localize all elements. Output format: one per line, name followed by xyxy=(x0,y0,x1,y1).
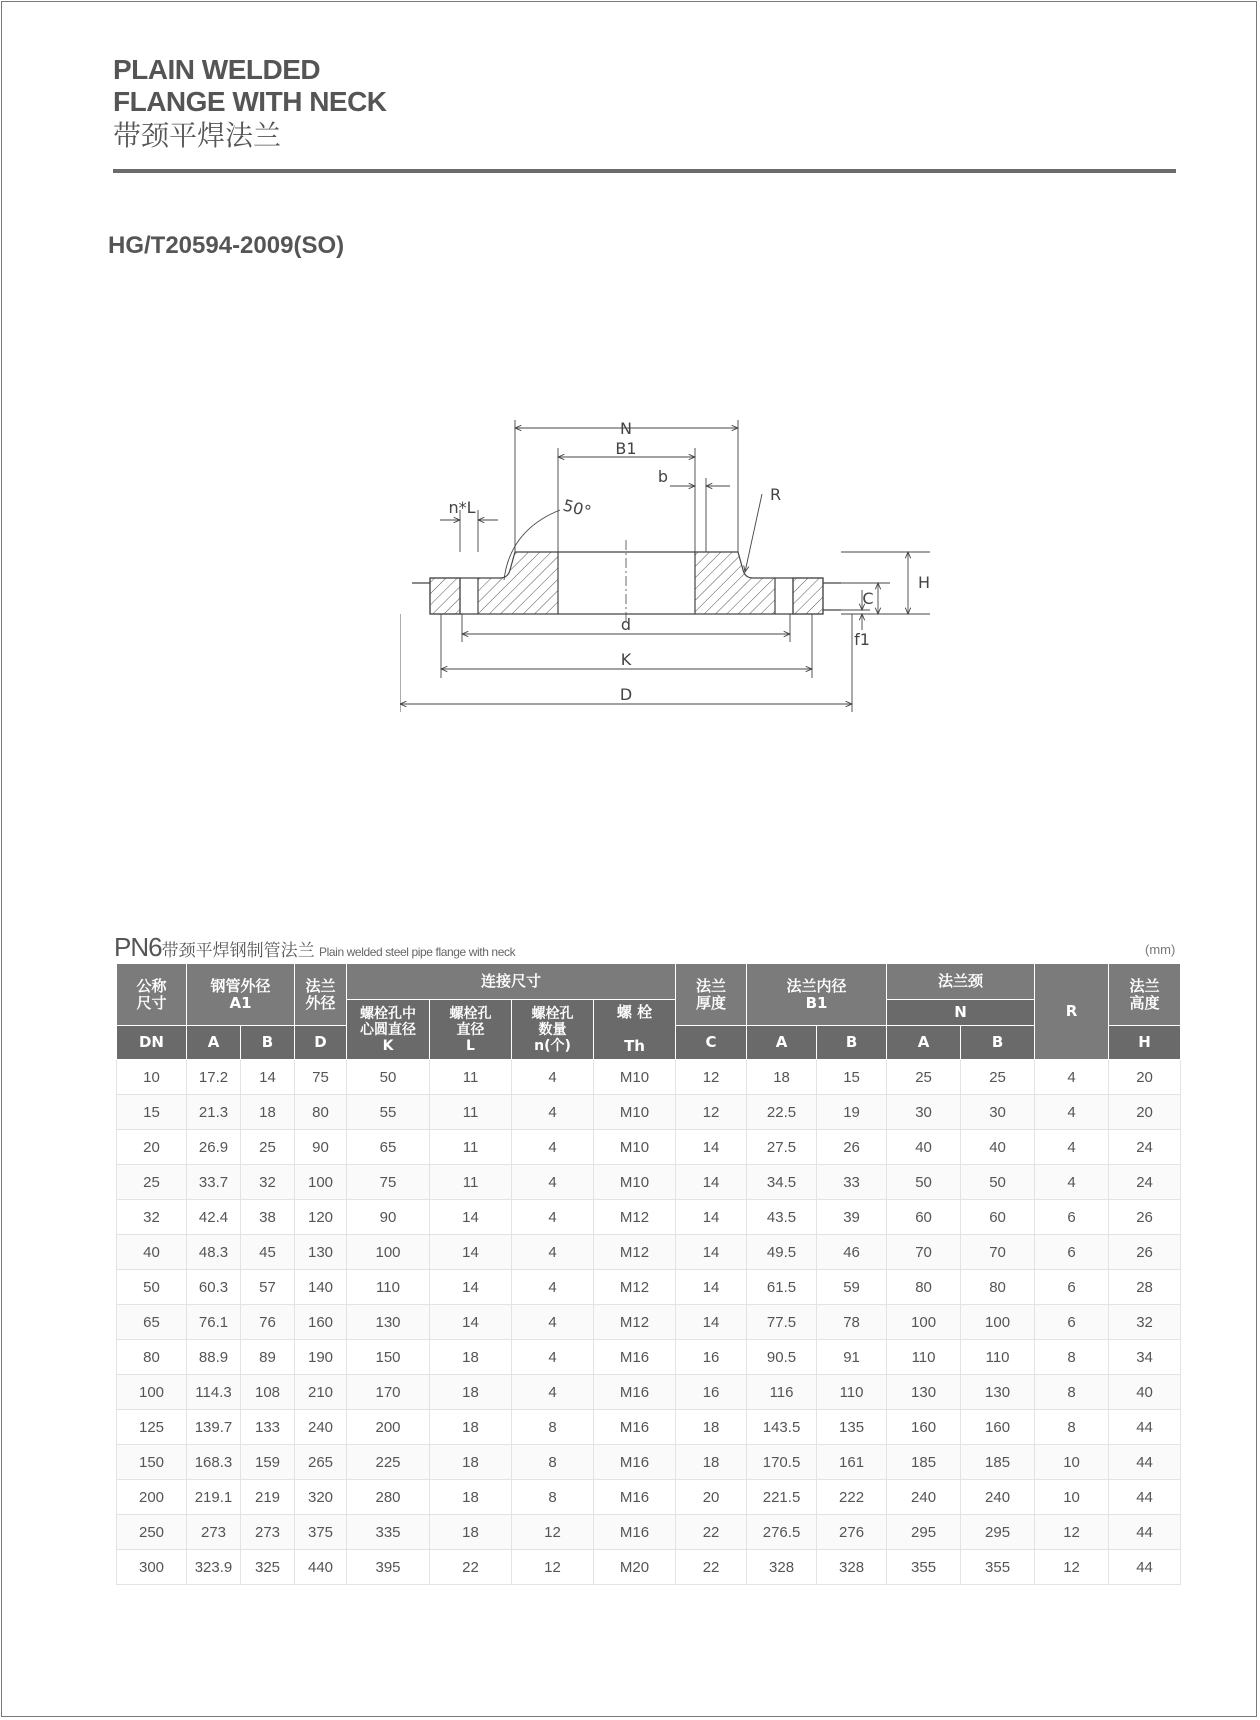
table-cell: 139.7 xyxy=(187,1410,241,1445)
table-cell: 276 xyxy=(817,1515,887,1550)
table-cell: M16 xyxy=(594,1480,676,1515)
table-row xyxy=(117,1375,1181,1410)
table-cell: 25 xyxy=(117,1165,187,1200)
table-cell: 18 xyxy=(241,1095,295,1130)
table-cell: 22.5 xyxy=(747,1095,817,1130)
table-cell: 27.5 xyxy=(747,1130,817,1165)
table-cell: 335 xyxy=(347,1515,430,1550)
table-cell: 8 xyxy=(1035,1340,1109,1375)
table-cell: 6 xyxy=(1035,1305,1109,1340)
header-connection: 连接尺寸 xyxy=(347,964,676,1000)
title-line-1: PLAIN WELDED xyxy=(113,54,321,85)
table-cell: 140 xyxy=(295,1270,347,1305)
table-cell: 10 xyxy=(1035,1445,1109,1480)
table-cell: 190 xyxy=(295,1340,347,1375)
table-cell: 8 xyxy=(512,1410,594,1445)
table-cell: M16 xyxy=(594,1445,676,1480)
table-cell: 76.1 xyxy=(187,1305,241,1340)
table-cell: M10 xyxy=(594,1095,676,1130)
table-cell: 150 xyxy=(347,1340,430,1375)
table-cell: 34 xyxy=(1109,1340,1181,1375)
table-cell: 159 xyxy=(241,1445,295,1480)
title-line-2: FLANGE WITH NECK xyxy=(113,86,387,117)
table-row xyxy=(117,1200,1181,1235)
table-cell: 15 xyxy=(117,1095,187,1130)
table-cell: 20 xyxy=(676,1480,747,1515)
table-cell: 355 xyxy=(961,1550,1035,1585)
table-cell: 70 xyxy=(887,1235,961,1270)
table-cell: 44 xyxy=(1109,1445,1181,1480)
dim-label-N: N xyxy=(620,420,632,438)
table-cell: 50 xyxy=(117,1270,187,1305)
page-title-en xyxy=(113,54,387,118)
table-cell: 24 xyxy=(1109,1130,1181,1165)
table-cell: 4 xyxy=(1035,1130,1109,1165)
table-cell: 18 xyxy=(430,1480,512,1515)
table-cell: 65 xyxy=(347,1130,430,1165)
table-cell: 21.3 xyxy=(187,1095,241,1130)
table-cell: 14 xyxy=(676,1130,747,1165)
table-cell: 185 xyxy=(961,1445,1035,1480)
flange-body xyxy=(412,552,841,614)
table-cell: 28 xyxy=(1109,1270,1181,1305)
table-cell: 14 xyxy=(676,1165,747,1200)
table-cell: 6 xyxy=(1035,1235,1109,1270)
table-cell: 4 xyxy=(512,1165,594,1200)
table-cell: 110 xyxy=(347,1270,430,1305)
table-cell: 77.5 xyxy=(747,1305,817,1340)
table-caption xyxy=(114,932,515,963)
table-cell: 185 xyxy=(887,1445,961,1480)
table-cell: 160 xyxy=(961,1410,1035,1445)
standard-code: HG/T20594-2009(SO) xyxy=(108,232,345,259)
table-cell: 16 xyxy=(676,1375,747,1410)
header-neck: 法兰颈 xyxy=(887,964,1035,1000)
table-cell: 40 xyxy=(961,1130,1035,1165)
table-cell: 210 xyxy=(295,1375,347,1410)
table-cell: 43.5 xyxy=(747,1200,817,1235)
table-cell: M20 xyxy=(594,1550,676,1585)
table-cell: 11 xyxy=(430,1060,512,1095)
table-cell: 34.5 xyxy=(747,1165,817,1200)
table-cell: 38 xyxy=(241,1200,295,1235)
table-cell: 200 xyxy=(117,1480,187,1515)
table-cell: 225 xyxy=(347,1445,430,1480)
table-cell: 160 xyxy=(887,1410,961,1445)
table-cell: 32 xyxy=(1109,1305,1181,1340)
header-bolt xyxy=(594,1000,676,1060)
table-cell: 44 xyxy=(1109,1550,1181,1585)
table-cell: 110 xyxy=(961,1340,1035,1375)
table-cell: 440 xyxy=(295,1550,347,1585)
table-cell: 18 xyxy=(676,1410,747,1445)
table-cell: 170 xyxy=(347,1375,430,1410)
table-cell: 12 xyxy=(512,1515,594,1550)
table-cell: 108 xyxy=(241,1375,295,1410)
table-cell: 222 xyxy=(817,1480,887,1515)
table-cell: 4 xyxy=(512,1340,594,1375)
header-d: D xyxy=(295,1026,347,1060)
table-cell: 32 xyxy=(117,1200,187,1235)
table-cell: 44 xyxy=(1109,1515,1181,1550)
table-cell: 40 xyxy=(117,1235,187,1270)
table-cell: 19 xyxy=(817,1095,887,1130)
table-cell: 17.2 xyxy=(187,1060,241,1095)
dim-label-nL: n*L xyxy=(448,498,476,517)
table-cell: 18 xyxy=(430,1340,512,1375)
header-bolt-count: 螺栓孔 数量 n(个) xyxy=(512,1000,594,1060)
table-cell: 49.5 xyxy=(747,1235,817,1270)
table-row xyxy=(117,1410,1181,1445)
table-cell: 8 xyxy=(1035,1410,1109,1445)
table-cell: 4 xyxy=(512,1270,594,1305)
table-row xyxy=(117,1095,1181,1130)
table-cell: 4 xyxy=(512,1235,594,1270)
table-cell: 130 xyxy=(347,1305,430,1340)
header-flange-od: 法兰 外径 xyxy=(295,964,347,1026)
table-cell: 60 xyxy=(961,1200,1035,1235)
table-cell: 78 xyxy=(817,1305,887,1340)
dim-label-b: b xyxy=(657,467,669,486)
header-bore-a: A xyxy=(747,1026,817,1060)
table-cell: 20 xyxy=(117,1130,187,1165)
table-cell: 150 xyxy=(117,1445,187,1480)
table-cell: 395 xyxy=(347,1550,430,1585)
table-cell: 24 xyxy=(1109,1165,1181,1200)
table-cell: 4 xyxy=(512,1375,594,1410)
dim-label-H: H xyxy=(918,573,931,592)
table-cell: 22 xyxy=(676,1515,747,1550)
table-row xyxy=(117,1165,1181,1200)
table-cell: 8 xyxy=(512,1480,594,1515)
table-row xyxy=(117,1130,1181,1165)
table-row xyxy=(117,1340,1181,1375)
table-cell: 14 xyxy=(430,1305,512,1340)
table-cell: 161 xyxy=(817,1445,887,1480)
table-cell: 4 xyxy=(512,1060,594,1095)
flange-drawing xyxy=(400,420,960,760)
dim-label-R: R xyxy=(770,485,782,504)
table-cell: 320 xyxy=(295,1480,347,1515)
table-cell: 70 xyxy=(961,1235,1035,1270)
table-cell: 80 xyxy=(887,1270,961,1305)
table-cell: 4 xyxy=(512,1130,594,1165)
header-neck-a: A xyxy=(887,1026,961,1060)
table-row xyxy=(117,1515,1181,1550)
table-cell: 219 xyxy=(241,1480,295,1515)
table-cell: 61.5 xyxy=(747,1270,817,1305)
table-cell: 20 xyxy=(1109,1060,1181,1095)
table-cell: 50 xyxy=(961,1165,1035,1200)
table-cell: M10 xyxy=(594,1130,676,1165)
table-cell: 90 xyxy=(347,1200,430,1235)
table-cell: 26 xyxy=(1109,1200,1181,1235)
table-cell: 18 xyxy=(430,1410,512,1445)
table-cell: 80 xyxy=(295,1095,347,1130)
table-cell: 11 xyxy=(430,1165,512,1200)
table-cell: 42.4 xyxy=(187,1200,241,1235)
spec-table-body xyxy=(117,1060,1181,1585)
table-cell: 375 xyxy=(295,1515,347,1550)
table-cell: 120 xyxy=(295,1200,347,1235)
table-cell: 30 xyxy=(887,1095,961,1130)
table-cell: 14 xyxy=(241,1060,295,1095)
header-bore-b: B xyxy=(817,1026,887,1060)
table-cell: 33.7 xyxy=(187,1165,241,1200)
header-bore xyxy=(747,964,887,1026)
header-height: 法兰 高度 xyxy=(1109,964,1181,1026)
table-cell: M12 xyxy=(594,1305,676,1340)
table-cell: 135 xyxy=(817,1410,887,1445)
table-cell: 100 xyxy=(961,1305,1035,1340)
dim-label-d: d xyxy=(620,615,632,634)
table-cell: 6 xyxy=(1035,1270,1109,1305)
table-cell: 75 xyxy=(347,1165,430,1200)
table-cell: 45 xyxy=(241,1235,295,1270)
table-cell: 133 xyxy=(241,1410,295,1445)
dim-label-B1: B1 xyxy=(615,439,637,458)
table-cell: 90 xyxy=(295,1130,347,1165)
table-cell: 12 xyxy=(512,1550,594,1585)
table-row xyxy=(117,1480,1181,1515)
table-cell: 170.5 xyxy=(747,1445,817,1480)
table-cell: 219.1 xyxy=(187,1480,241,1515)
header-bolt-hole: 螺栓孔 直径 L xyxy=(430,1000,512,1060)
table-cell: M12 xyxy=(594,1270,676,1305)
table-cell: 100 xyxy=(295,1165,347,1200)
table-row xyxy=(117,1445,1181,1480)
table-cell: M12 xyxy=(594,1200,676,1235)
title-divider xyxy=(113,169,1176,173)
table-cell: 323.9 xyxy=(187,1550,241,1585)
header-nominal: 公称 尺寸 xyxy=(117,964,187,1026)
table-cell: 60.3 xyxy=(187,1270,241,1305)
table-cell: 44 xyxy=(1109,1410,1181,1445)
table-cell: M16 xyxy=(594,1515,676,1550)
table-cell: 168.3 xyxy=(187,1445,241,1480)
table-cell: 116 xyxy=(747,1375,817,1410)
table-cell: 328 xyxy=(817,1550,887,1585)
table-cell: 110 xyxy=(887,1340,961,1375)
header-bore-label: 法兰内径 xyxy=(786,976,847,995)
table-cell: 100 xyxy=(347,1235,430,1270)
table-cell: 250 xyxy=(117,1515,187,1550)
header-pipe-b: B xyxy=(241,1026,295,1060)
table-cell: 14 xyxy=(430,1200,512,1235)
table-cell: 32 xyxy=(241,1165,295,1200)
table-cell: 10 xyxy=(1035,1480,1109,1515)
table-cell: 80 xyxy=(117,1340,187,1375)
header-r: R xyxy=(1035,964,1109,1060)
table-cell: 90.5 xyxy=(747,1340,817,1375)
table-cell: 4 xyxy=(512,1200,594,1235)
table-cell: 76 xyxy=(241,1305,295,1340)
table-cell: 18 xyxy=(430,1375,512,1410)
caption-zh: 带颈平焊钢制管法兰 xyxy=(161,941,315,961)
table-cell: 6 xyxy=(1035,1200,1109,1235)
table-cell: 22 xyxy=(430,1550,512,1585)
table-cell: 12 xyxy=(1035,1550,1109,1585)
table-cell: 14 xyxy=(430,1270,512,1305)
header-h: H xyxy=(1109,1026,1181,1060)
table-cell: 14 xyxy=(430,1235,512,1270)
header-bolt-label: 螺 栓 xyxy=(616,1003,653,1021)
table-cell: 8 xyxy=(1035,1375,1109,1410)
table-cell: 65 xyxy=(117,1305,187,1340)
table-cell: 295 xyxy=(961,1515,1035,1550)
table-cell: 14 xyxy=(676,1200,747,1235)
dim-label-K: K xyxy=(620,650,632,669)
table-cell: 160 xyxy=(295,1305,347,1340)
header-pipe-od xyxy=(187,964,295,1026)
table-cell: 75 xyxy=(295,1060,347,1095)
table-cell: 110 xyxy=(817,1375,887,1410)
table-cell: 33 xyxy=(817,1165,887,1200)
header-bolt-symbol: Th xyxy=(624,1037,645,1055)
header-neck-b: B xyxy=(961,1026,1035,1060)
table-cell: 14 xyxy=(676,1235,747,1270)
table-cell: 55 xyxy=(347,1095,430,1130)
header-c: C xyxy=(676,1026,747,1060)
table-cell: 100 xyxy=(117,1375,187,1410)
table-cell: 130 xyxy=(887,1375,961,1410)
table-cell: 12 xyxy=(1035,1515,1109,1550)
table-cell: 59 xyxy=(817,1270,887,1305)
table-cell: M16 xyxy=(594,1340,676,1375)
table-cell: 265 xyxy=(295,1445,347,1480)
table-cell: M12 xyxy=(594,1235,676,1270)
table-cell: 273 xyxy=(187,1515,241,1550)
header-dn: DN xyxy=(117,1026,187,1060)
table-cell: 221.5 xyxy=(747,1480,817,1515)
table-row xyxy=(117,1305,1181,1340)
table-cell: 114.3 xyxy=(187,1375,241,1410)
table-cell: 89 xyxy=(241,1340,295,1375)
table-cell: 25 xyxy=(887,1060,961,1095)
table-cell: 130 xyxy=(295,1235,347,1270)
table-cell: 80 xyxy=(961,1270,1035,1305)
table-cell: M10 xyxy=(594,1060,676,1095)
table-cell: 88.9 xyxy=(187,1340,241,1375)
table-cell: 12 xyxy=(676,1060,747,1095)
dim-label-C: C xyxy=(862,589,874,608)
table-row xyxy=(117,1550,1181,1585)
angle-label: 50° xyxy=(560,495,594,522)
table-cell: 4 xyxy=(512,1305,594,1340)
table-cell: 26 xyxy=(817,1130,887,1165)
table-cell: 4 xyxy=(1035,1095,1109,1130)
table-cell: 26.9 xyxy=(187,1130,241,1165)
header-neck-symbol: N xyxy=(887,1000,1035,1026)
table-cell: 20 xyxy=(1109,1095,1181,1130)
unit-label: (mm) xyxy=(1145,942,1176,957)
table-cell: 40 xyxy=(1109,1375,1181,1410)
table-cell: 25 xyxy=(241,1130,295,1165)
table-cell: 30 xyxy=(961,1095,1035,1130)
table-cell: 48.3 xyxy=(187,1235,241,1270)
table-cell: 240 xyxy=(295,1410,347,1445)
table-cell: 60 xyxy=(887,1200,961,1235)
table-cell: 14 xyxy=(676,1305,747,1340)
table-cell: M16 xyxy=(594,1375,676,1410)
header-bolt-circle: 螺栓孔中 心圆直径 K xyxy=(347,1000,430,1060)
table-cell: 10 xyxy=(117,1060,187,1095)
table-cell: 25 xyxy=(961,1060,1035,1095)
table-cell: 50 xyxy=(887,1165,961,1200)
table-cell: 18 xyxy=(747,1060,817,1095)
table-cell: 11 xyxy=(430,1130,512,1165)
table-cell: 91 xyxy=(817,1340,887,1375)
header-pipe-od-symbol: A1 xyxy=(229,993,252,1012)
table-cell: 15 xyxy=(817,1060,887,1095)
table-cell: 26 xyxy=(1109,1235,1181,1270)
header-pipe-od-label: 钢管外径 xyxy=(210,976,271,995)
dimension-lines xyxy=(400,420,930,712)
table-cell: 355 xyxy=(887,1550,961,1585)
table-cell: 39 xyxy=(817,1200,887,1235)
table-cell: 200 xyxy=(347,1410,430,1445)
caption-en: Plain welded steel pipe flange with neck xyxy=(319,945,516,959)
table-cell: 100 xyxy=(887,1305,961,1340)
table-cell: 44 xyxy=(1109,1480,1181,1515)
table-cell: 57 xyxy=(241,1270,295,1305)
table-cell: 4 xyxy=(512,1095,594,1130)
header-thickness: 法兰 厚度 xyxy=(676,964,747,1026)
table-cell: 40 xyxy=(887,1130,961,1165)
table-cell: 14 xyxy=(676,1270,747,1305)
table-cell: 12 xyxy=(676,1095,747,1130)
caption-code: PN6 xyxy=(114,932,162,962)
header-pipe-a: A xyxy=(187,1026,241,1060)
table-cell: 295 xyxy=(887,1515,961,1550)
table-cell: 4 xyxy=(1035,1165,1109,1200)
table-cell: M16 xyxy=(594,1410,676,1445)
table-cell: 328 xyxy=(747,1550,817,1585)
page-title-zh: 带颈平焊法兰 xyxy=(113,119,282,152)
table-cell: 22 xyxy=(676,1550,747,1585)
table-cell: 8 xyxy=(512,1445,594,1480)
table-cell: 125 xyxy=(117,1410,187,1445)
table-cell: 276.5 xyxy=(747,1515,817,1550)
table-cell: 16 xyxy=(676,1340,747,1375)
table-cell: 280 xyxy=(347,1480,430,1515)
table-row xyxy=(117,1270,1181,1305)
dim-label-f1: f1 xyxy=(854,630,870,649)
table-cell: 18 xyxy=(430,1445,512,1480)
table-cell: 143.5 xyxy=(747,1410,817,1445)
table-cell: 240 xyxy=(887,1480,961,1515)
table-cell: 50 xyxy=(347,1060,430,1095)
table-cell: 130 xyxy=(961,1375,1035,1410)
table-cell: 4 xyxy=(1035,1060,1109,1095)
table-row xyxy=(117,1235,1181,1270)
table-cell: 46 xyxy=(817,1235,887,1270)
dim-label-D: D xyxy=(619,685,633,704)
table-cell: 325 xyxy=(241,1550,295,1585)
table-row xyxy=(117,1060,1181,1095)
table-cell: 273 xyxy=(241,1515,295,1550)
table-cell: 300 xyxy=(117,1550,187,1585)
table-cell: 18 xyxy=(676,1445,747,1480)
header-bore-symbol: B1 xyxy=(805,993,828,1012)
table-cell: 11 xyxy=(430,1095,512,1130)
table-cell: M10 xyxy=(594,1165,676,1200)
spec-table xyxy=(116,963,1181,1585)
table-cell: 18 xyxy=(430,1515,512,1550)
table-cell: 240 xyxy=(961,1480,1035,1515)
